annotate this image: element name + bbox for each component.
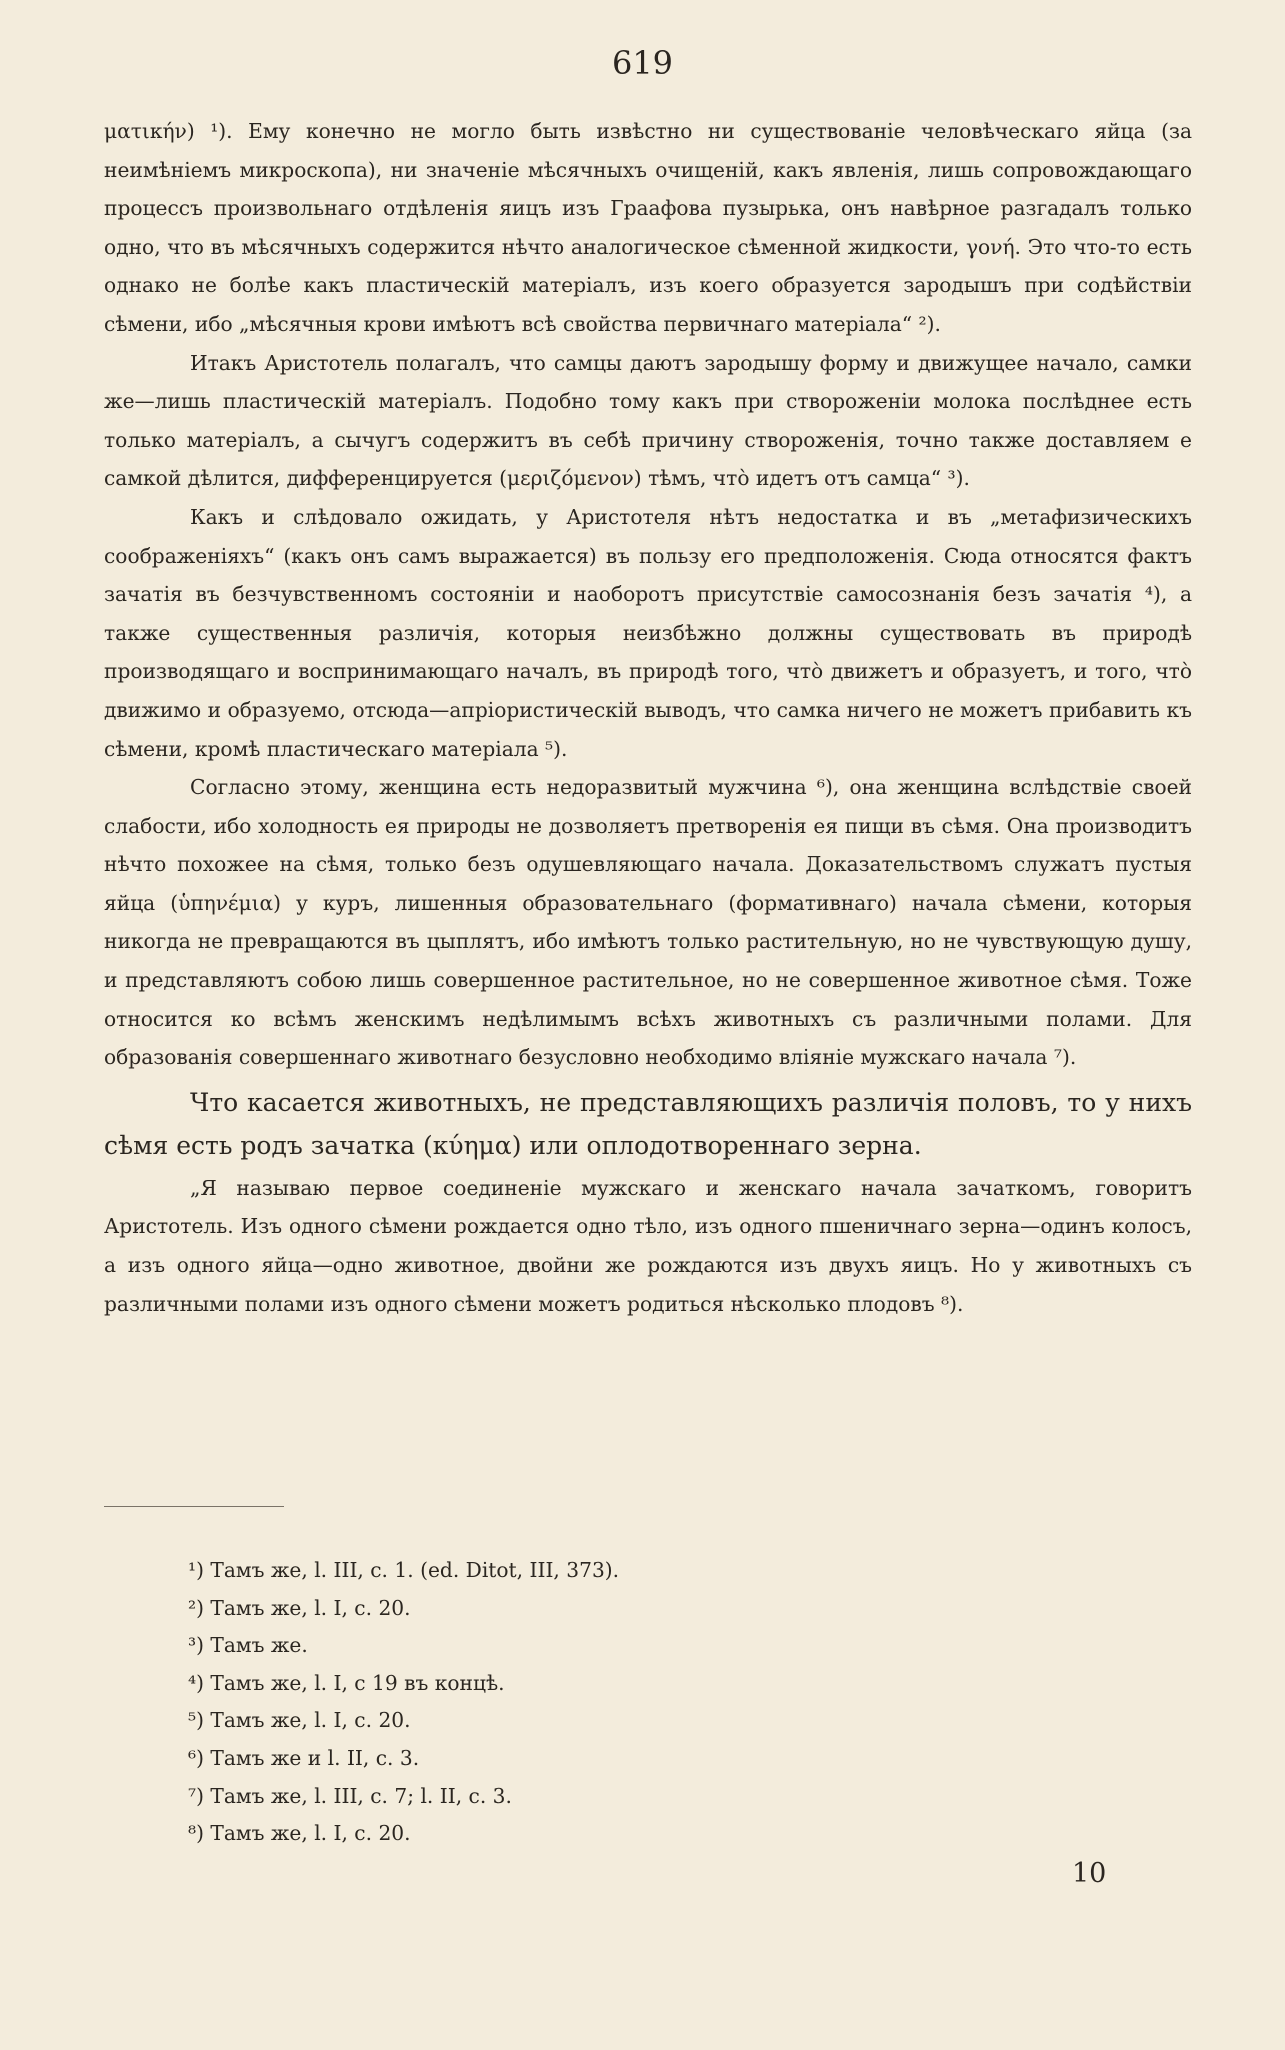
footnote-2 (188, 1590, 888, 1628)
footnote-text: Тамъ же, l. I, c. 20. (210, 1821, 411, 1846)
footnote-5 (188, 1702, 888, 1740)
footnote-7 (188, 1778, 888, 1816)
footnote-1 (188, 1552, 888, 1590)
footnote-text: Тамъ же, l. III, c. 7; l. II, c. 3. (210, 1783, 512, 1808)
footnote-marker: ⁶) (188, 1745, 204, 1770)
footnote-marker: ⁷) (188, 1783, 204, 1808)
footnote-marker: ¹) (188, 1558, 204, 1582)
paragraph-3: Какъ и слѣдовало ожидать, у Аристотеля нѣтъ недостатка и въ „метафизическихъ соображеніяхъ“ (какъ онъ самъ выражается) въ пользу его предположенія. Сюда относятся фактъ зачатія въ безчувственномъ состояніи и наоборотъ присутствіе самосознанія безъ зачатія ⁴), а также существенныя различія, которыя неизбѣжно должны существовать въ природѣ производящаго и воспринимающаго началъ, въ природѣ того, что̀ движетъ и образуетъ, и того, что̀ движимо и образуемо, отсюда—апріористическій выводъ, что самка ничего не можетъ прибавить къ сѣмени, кромѣ пластическаго матеріала ⁵). (104, 504, 1192, 761)
footnote-3 (188, 1627, 888, 1665)
footnote-marker: ²) (188, 1595, 204, 1620)
footnote-text: Тамъ же, l. I, c. 20. (210, 1708, 411, 1733)
footnote-6 (188, 1740, 888, 1778)
paragraph-2: Итакъ Аристотель полагалъ, что самцы даютъ зародышу форму и движущее начало, самки же—лишь пластическій матеріалъ. Подобно тому какъ при створоженіи молока послѣднее есть только матеріалъ, а сычугъ содержитъ въ себѣ причину створоженія, точно также доставляем е самкой дѣлится, дифференцируется (μεριζόμενον) тѣмъ, что̀ идетъ отъ самца“ ³). (104, 350, 1192, 491)
body-text (104, 112, 1192, 1323)
paragraph-6: „Я называю первое соединеніе мужскаго и женскаго начала зачаткомъ, говоритъ Аристотель. Изъ одного сѣмени рождается одно тѣло, изъ одного пшеничнаго зерна—одинъ колосъ, а изъ одного яйца—одно животное, двойни же рождаются изъ двухъ яицъ. Но у животныхъ съ различными полами изъ одного сѣмени можетъ родиться нѣсколько плодовъ ⁸). (104, 1175, 1192, 1316)
footnote-8 (188, 1815, 888, 1853)
footnote-marker: ⁵) (188, 1708, 204, 1733)
footnote-text: Тамъ же, l. I, c 19 въ концѣ. (210, 1670, 505, 1695)
footnote-4 (188, 1665, 888, 1703)
footnote-marker: ³) (188, 1633, 204, 1658)
paragraph-4: Согласно этому, женщина есть недоразвитый мужчина ⁶), она женщина вслѣдствіе своей слабости, ибо холодность ея природы не дозволяетъ претворенія ея пищи въ сѣмя. Она производитъ нѣчто похожее на сѣмя, только безъ одушевляющаго начала. Доказательствомъ служатъ пустыя яйца (ὑπηνέμια) у куръ, лишенныя образовательнаго (формативнаго) начала сѣмени, которыя никогда не превращаются въ цыплятъ, ибо имѣютъ только растительную, но не чувствующую душу, и представляютъ собою лишь совершенное растительное, но не совершенное животное сѣмя. Тоже относится ко всѣмъ женскимъ недѣлимымъ всѣхъ животныхъ съ различными полами. Для образованія совершеннаго животнаго безусловно необходимо вліяніе мужскаго начала ⁷). (104, 775, 1192, 1070)
footnote-text: Тамъ же, l. III, c. 1. (ed. Ditot, III, 373). (210, 1558, 620, 1582)
footnote-marker: ⁴) (188, 1670, 204, 1695)
footnote-text: Тамъ же. (210, 1633, 308, 1658)
page-number: 619 (611, 44, 674, 82)
footnotes-list (188, 1552, 888, 1853)
paragraph-5-large: Что касается животныхъ, не представляющихъ различія половъ, то у нихъ сѣмя есть родъ зачатка (κύημα) или оплодотвореннаго зерна. (104, 1087, 1192, 1160)
paragraph-1: ματικήν) ¹). Ему конечно не могло быть извѣстно ни существованіе человѣческаго яйца (за неимѣніемъ микроскопа), ни значеніе мѣсячныхъ очищеній, какъ явленія, лишь сопровождающаго процессъ произвольнаго отдѣленія яицъ изъ Граафова пузырька, онъ навѣрное разгадалъ только одно, что въ мѣсячныхъ содержится нѣчто аналогическое сѣменной жидкости, γονή. Это что-то есть однако не болѣе какъ пластическій матеріалъ, изъ коего образуется зародышъ при содѣйствіи сѣмени, ибо „мѣсячныя крови имѣютъ всѣ свойства первичнаго матеріала“ ²). (104, 119, 1192, 336)
footnote-marker: ⁸) (188, 1821, 204, 1846)
footnote-separator (104, 1506, 284, 1507)
footnote-text: Тамъ же, l. I, c. 20. (210, 1595, 411, 1620)
footnote-text: Тамъ же и l. II, c. 3. (210, 1745, 420, 1770)
signature-mark: 10 (1072, 1858, 1107, 1889)
